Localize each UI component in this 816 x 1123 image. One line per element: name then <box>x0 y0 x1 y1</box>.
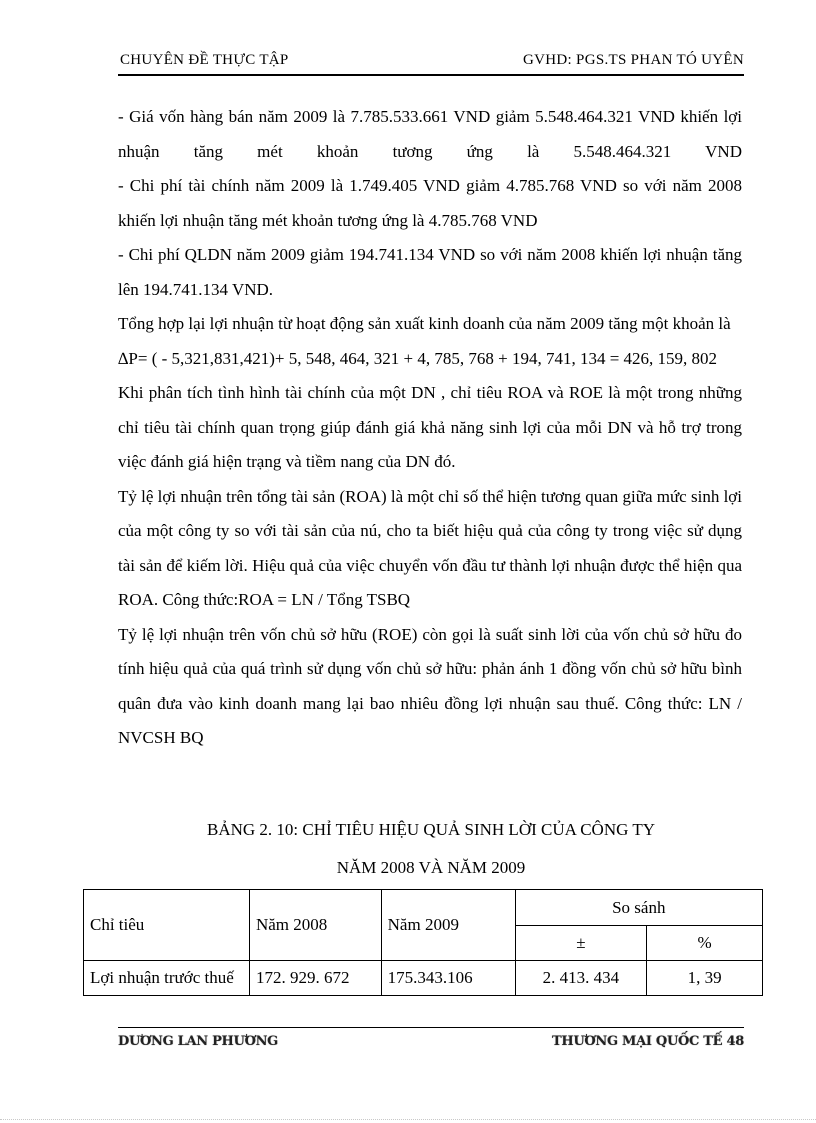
cell-2008: 172. 929. 672 <box>249 961 381 996</box>
paragraph-summary: Tổng hợp lại lợi nhuận từ hoạt động sản xuất kinh doanh của năm 2009 tăng một khoản là <box>118 314 731 333</box>
paragraph-roa: Tỷ lệ lợi nhuận trên tổng tài sản (ROA) là một chỉ số thể hiện tương quan giữa mức sinh lợi của một công ty so với tài sản của nú, cho ta biết hiệu quả của công ty trong việc sử dụng tài sản để kiếm lời. Hiệu quả của việc chuyển vốn đầu tư thành lợi nhuận được thể hiện qua ROA. Công thức:ROA = LN / Tổng TSBQ <box>118 486 743 609</box>
footer-right: THƯƠNG MẠI QUỐC TẾ 48 <box>552 1034 744 1049</box>
footer-left: DƯƠNG LAN PHƯƠNG <box>118 1034 278 1049</box>
header-compare: So sánh <box>515 890 762 926</box>
cell-indicator: Lợi nhuận trước thuế <box>84 961 250 996</box>
header-year-2009: Năm 2009 <box>381 890 515 961</box>
header-year-2008: Năm 2008 <box>249 890 381 961</box>
table-caption-line1: BẢNG 2. 10: CHỈ TIÊU HIỆU QUẢ SINH LỜI CỦA CÔNG TY <box>207 820 655 839</box>
table-row <box>84 961 763 996</box>
header-indicator: Chỉ tiêu <box>84 890 250 961</box>
page-bottom-border <box>0 1119 816 1120</box>
header-diff: ± <box>515 926 647 961</box>
paragraph-roa-roe-intro: Khi phân tích tình hình tài chính của một DN , chỉ tiêu ROA và ROE là một trong những chỉ tiêu tài chính quan trọng giúp đánh giá khả năng sinh lợi của mỗi DN và hỗ trợ trong việc đánh giá hiện trạng và tiềm nang của DN đó. <box>118 383 742 471</box>
header-right: GVHD: PGS.TS PHAN TÓ UYÊN <box>523 52 744 68</box>
paragraph-formula: ∆P= ( - 5,321,831,421)+ 5, 548, 464, 321 + 4, 785, 768 + 194, 741, 134 = 426, 159, 802 <box>118 348 718 368</box>
cell-percent: 1, 39 <box>647 961 763 996</box>
header-left: CHUYÊN ĐỀ THỰC TẬP <box>120 52 289 68</box>
profitability-table <box>83 889 763 996</box>
cell-diff: 2. 413. 434 <box>515 961 647 996</box>
paragraph-cost-of-goods: - Giá vốn hàng bán năm 2009 là 7.785.533.661 VND giảm 5.548.464.321 VND khiến lợi nhuận tăng mét khoản tương ứng là 5.548.464.321 VND <box>118 107 742 161</box>
page-header <box>118 52 744 76</box>
paragraph-roe: Tỷ lệ lợi nhuận trên vốn chủ sở hữu (ROE) còn gọi là suất sinh lời của vốn chủ sở hữu đo tính hiệu quả của quá trình sử dụng vốn chủ sở hữu: phản ánh 1 đồng vốn chủ sở hữu bình quân đưa vào kinh doanh mang lại bao nhiêu đồng lợi nhuận sau thuế. Công thức: LN / NVCSH BQ <box>118 624 742 747</box>
cell-2009: 175.343.106 <box>381 961 515 996</box>
table-caption-line2: NĂM 2008 VÀ NĂM 2009 <box>336 858 526 877</box>
header-percent: % <box>647 926 763 961</box>
document-body <box>118 100 742 756</box>
paragraph-admin-cost: - Chi phí QLDN năm 2009 giảm 194.741.134 VND so với năm 2008 khiến lợi nhuận tăng lên 194.741.134 VND. <box>118 245 742 299</box>
paragraph-financial-cost: - Chi phí tài chính năm 2009 là 1.749.405 VND giảm 4.785.768 VND so với năm 2008 khiến lợi nhuận tăng mét khoản tương ứng là 4.785.768 VND <box>118 176 742 230</box>
page-footer <box>118 1027 744 1054</box>
